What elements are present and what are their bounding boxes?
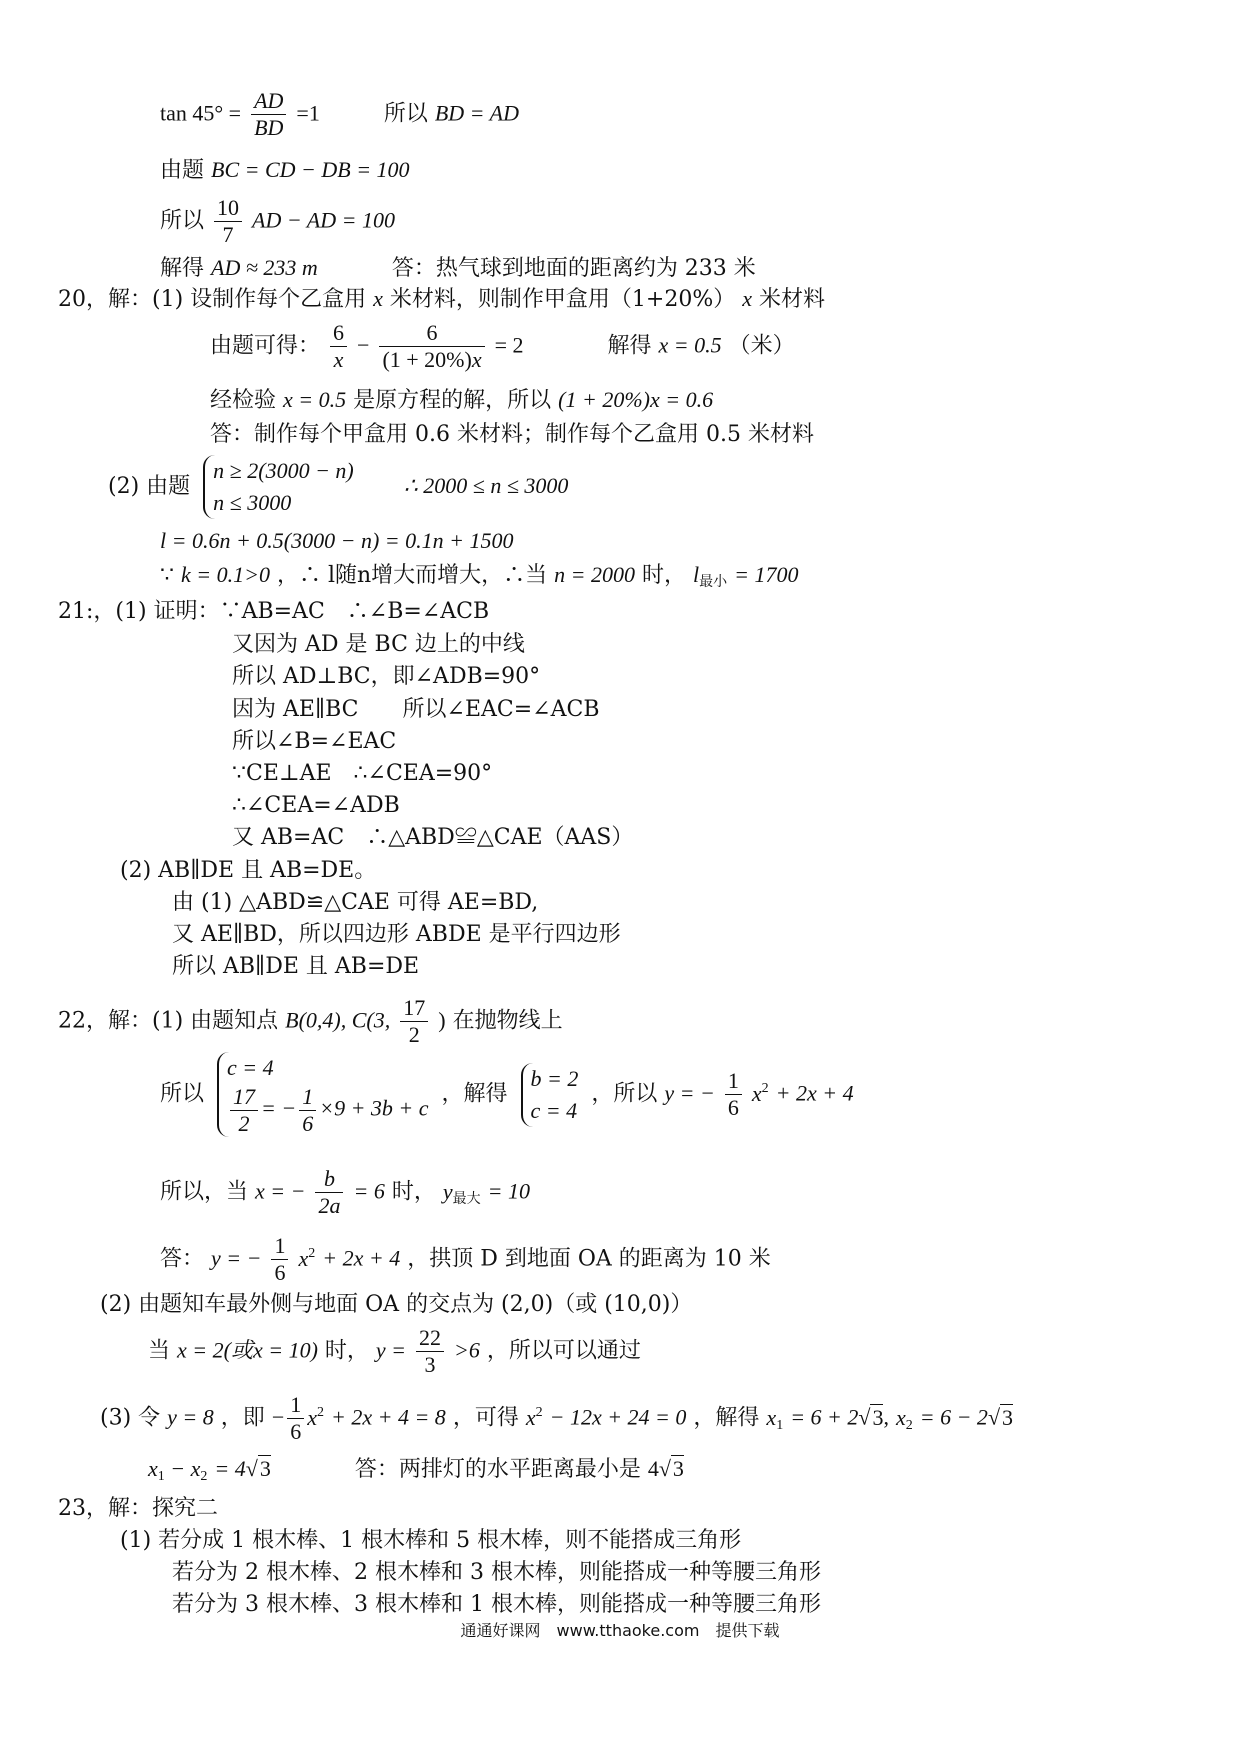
p20-answer: 答：制作每个甲盒用 0.6 米材料；制作每个乙盒用 0.5 米材料 <box>210 422 814 447</box>
p19-line-fraction: 所以 $\frac{10}{7}$ AD − AD = 100 <box>160 195 395 247</box>
p19-line-result: 解得 AD ≈ 233 m 答：热气球到地面的距离约为 233 米 <box>160 255 756 281</box>
p23-line-1: (1) 若分成 1 根木棒、1 根木棒和 5 根木棒，则不能搭成三角形 <box>120 1528 742 1553</box>
fraction-6-x: $\frac{6}{x}$ <box>330 320 347 373</box>
p21-line-9: (2) AB∥DE 且 AB=DE。 <box>120 858 377 883</box>
p22-vertex-line: 所以，当 x = − $\frac{b}{2a}$ = 6 时， $y_{最大} = 10$ <box>160 1166 530 1218</box>
p19-line-bc: 由题 BC = CD − DB = 100 <box>160 157 410 183</box>
inequality-system: n ≥ 2(3000 − n) n ≤ 3000 <box>203 455 354 519</box>
equation-system-left: c = 4 $\frac{17}{2}$ = − $\frac{1}{6}$ ×9 + 3b + c <box>217 1052 429 1137</box>
p22-heading: 22，解：(1) 由题知点 B(0,4), C(3, $\frac{17}{2}$ ) 在抛物线上 <box>58 995 563 1047</box>
fraction-ad-bd: $\frac{AD}{BD}$ <box>251 88 286 141</box>
p21-line-6: ∵CE⊥AE ∴∠CEA=90° <box>232 761 493 786</box>
fraction-10-7: $\frac{10}{7}$ <box>214 195 242 248</box>
p19-line-tan: tan 45° = $\frac{AD}{BD}$ =1 所以 BD = AD <box>160 88 519 140</box>
p20-heading: 20，解：(1) 设制作每个乙盒用 x 米材料，则制作甲盒用（1+20%） x 米材料 <box>58 286 826 312</box>
p21-line-3: 所以 AD⊥BC，即∠ADB=90° <box>232 664 541 689</box>
p20-part2-system: (2) 由题 n ≥ 2(3000 − n) n ≤ 3000 ∴ 2000 ≤ n ≤ 3000 <box>108 455 568 519</box>
p20-check: 经检验 x = 0.5 是原方程的解，所以 (1 + 20%)x = 0.6 <box>210 387 714 413</box>
fraction-17-2: $\frac{17}{2}$ <box>400 995 428 1048</box>
p21-line-11: 又 AE∥BD，所以四边形 ABDE 是平行四边形 <box>172 922 621 947</box>
p23-line-3: 若分为 3 根木棒、3 根木棒和 1 根木棒，则能搭成一种等腰三角形 <box>172 1592 821 1617</box>
p21-line-8: 又 AB=AC ∴△ABD≌△CAE（AAS） <box>232 825 634 850</box>
fraction-22-3: $\frac{22}{3}$ <box>416 1325 444 1378</box>
p22-part2: (2) 由题知车最外侧与地面 OA 的交点为 (2,0)（或 (10,0)） <box>100 1292 693 1317</box>
p22-part3: (3) 令 y = 8 ，即 − $\frac{1}{6}$ $x^2 + 2x + 4 = 8$ ，可得 $x^2 - 12x + 24 = 0$ ，解得 $x_1 = 6 + 2√3$, $x_2 = 6 - 2√3$ <box>100 1392 1014 1444</box>
p21-line-2: 又因为 AD 是 BC 边上的中线 <box>232 632 525 657</box>
fraction-6-1.2x: $\frac{6}{(1 + 20\%)x}$ <box>379 320 484 373</box>
page-footer: 通通好课网 www.tthaoke.com 提供下载 <box>460 1621 780 1640</box>
equation-system-right: b = 2 c = 4 <box>521 1063 579 1127</box>
p20-equation: 由题可得： $\frac{6}{x}$ − $\frac{6}{(1 + 20\%)x}$ = 2 解得 x = 0.5 （米） <box>210 320 795 372</box>
fraction-b-2a: $\frac{b}{2a}$ <box>315 1166 343 1219</box>
p21-line-4: 因为 AE∥BC 所以∠EAC=∠ACB <box>232 697 600 722</box>
p21-line-1: 21:，(1) 证明：∵AB=AC ∴∠B=∠ACB <box>58 599 490 624</box>
p21-line-10: 由 (1) △ABD≌△CAE 可得 AE=BD, <box>172 890 539 915</box>
p20-l-expression: l = 0.6n + 0.5(3000 − n) = 0.1n + 1500 <box>160 528 514 553</box>
p22-part2-check: 当 x = 2(或x = 10) 时， y = $\frac{22}{3}$ >6 ，所以可以通过 <box>148 1325 641 1377</box>
p22-system-line: 所以 c = 4 $\frac{17}{2}$ = − $\frac{1}{6}$ ×9 + 3b + c ，解得 b = 2 c = 4 ，所以 y = − $\frac{1}{6}$ $x^2 + 2x + 4$ <box>160 1052 854 1137</box>
p23-heading: 23，解：探究二 <box>58 1496 218 1521</box>
p21-line-7: ∴∠CEA=∠ADB <box>232 793 400 818</box>
p22-part3-answer: $x_1 - x_2 = 4√3$ 答：两排灯的水平距离最小是 4√3 <box>148 1456 684 1484</box>
p20-k-line: ∵ k = 0.1>0 ，∴ l随n增大而增大，∴当 n = 2000 时， $l_{最小} = 1700$ <box>160 562 799 590</box>
p23-line-2: 若分为 2 根木棒、2 根木棒和 3 根木棒，则能搭成一种等腰三角形 <box>172 1560 821 1585</box>
p21-line-5: 所以∠B=∠EAC <box>232 729 397 754</box>
fraction-1-6: $\frac{1}{6}$ <box>725 1068 742 1121</box>
p22-answer-line: 答： y = − $\frac{1}{6}$ $x^2 + 2x + 4$ ，拱顶 D 到地面 OA 的距离为 10 米 <box>160 1233 771 1285</box>
p21-line-12: 所以 AB∥DE 且 AB=DE <box>172 954 420 979</box>
